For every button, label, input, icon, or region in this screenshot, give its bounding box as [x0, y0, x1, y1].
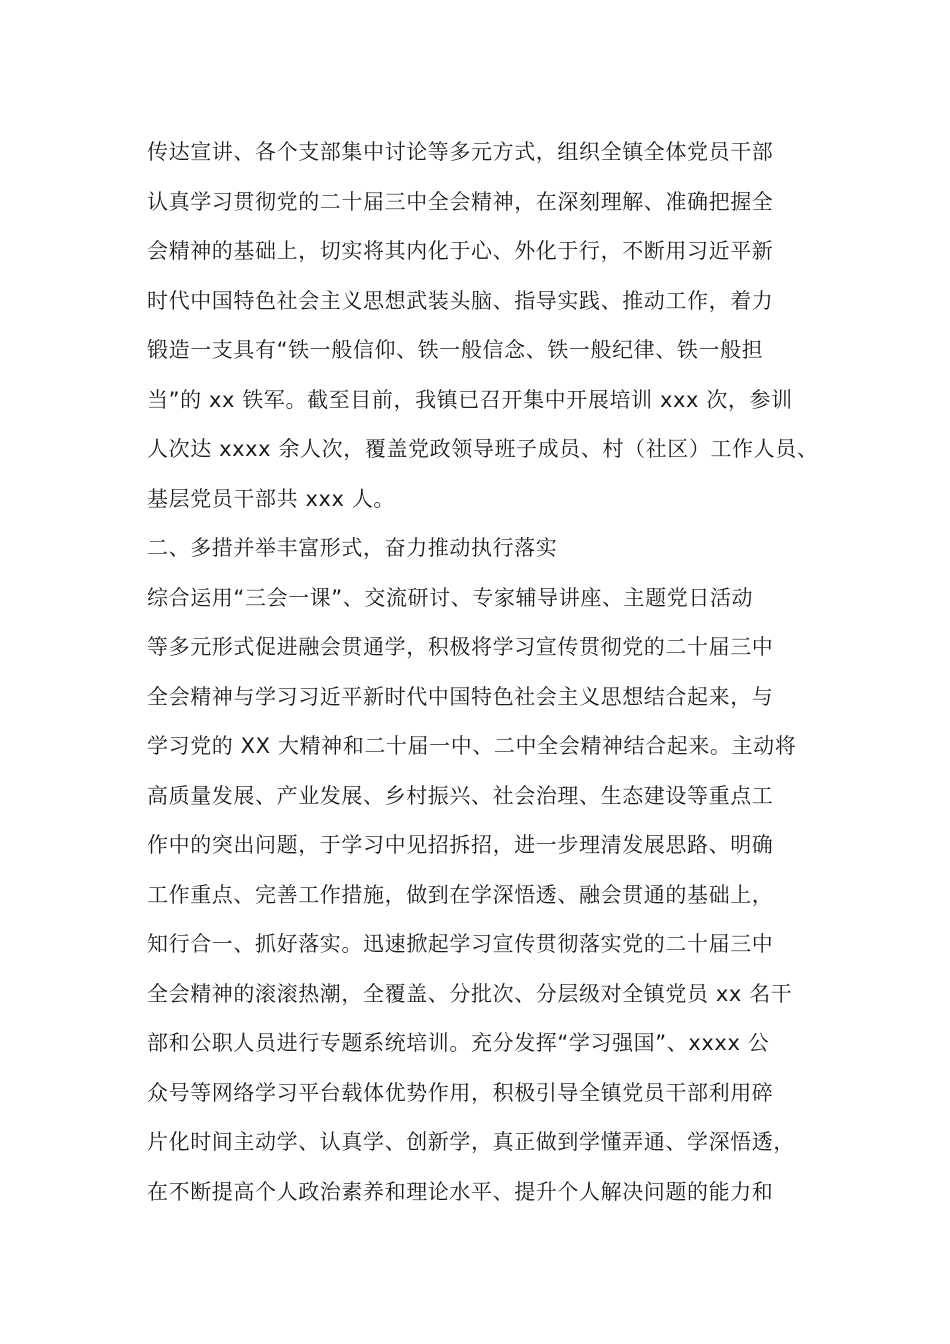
- text-line: 在不断提高个人政治素养和理论水平、提升个人解决问题的能力和: [147, 1179, 774, 1204]
- body-text: [147, 135, 827, 1224]
- text-line: 锻造一支具有“铁一般信仰、铁一般信念、铁一般纪律、铁一般担: [147, 338, 764, 362]
- text-line: 时代中国特色社会主义思想武装头脑、指导实践、推动工作，着力: [147, 288, 774, 313]
- text-line: 会精神的基础上，切实将其内化于心、外化于行，不断用习近平新: [147, 239, 774, 263]
- text-line: 学习党的 XX 大精神和二十届一中、二中全会精神结合起来。主动将: [147, 734, 797, 758]
- text-line: 部和公职人员进行专题系统培训。充分发挥“学习强国”、xxxx 公: [147, 1031, 770, 1055]
- text-line: 当”的 xx 铁军。截至目前，我镇已召开集中开展培训 xxx 次，参训: [147, 387, 793, 412]
- text-line: 全会精神的滚滚热潮，全覆盖、分批次、分层级对全镇党员 xx 名干: [147, 981, 793, 1006]
- text-line: 作中的突出问题，于学习中见招拆招，进一步理清发展思路、明确: [147, 833, 774, 857]
- text-line: 片化时间主动学、认真学、创新学，真正做到学懂弄通、学深悟透，: [147, 1130, 795, 1154]
- text-line: 人次达 xxxx 余人次，覆盖党政领导班子成员、村（社区）工作人员、: [147, 437, 819, 461]
- text-line: 传达宣讲、各个支部集中讨论等多元方式，组织全镇全体党员干部: [147, 140, 774, 164]
- text-line: 综合运用“三会一课”、交流研讨、专家辅导讲座、主题党日活动: [147, 585, 754, 610]
- section-heading: 二、多措并举丰富形式，奋力推动执行落实: [147, 536, 558, 560]
- text-line: 基层党员干部共 xxx 人。: [147, 486, 396, 511]
- text-line: 认真学习贯彻党的二十届三中全会精神，在深刻理解、准确把握全: [147, 189, 774, 214]
- text-line: 等多元形式促进融会贯通学，积极将学习宣传贯彻党的二十届三中: [147, 635, 774, 659]
- text-line: 众号等网络学习平台载体优势作用，积极引导全镇党员干部利用碎: [147, 1080, 774, 1105]
- text-line: 高质量发展、产业发展、乡村振兴、社会治理、生态建设等重点工: [147, 783, 774, 808]
- text-line: 全会精神与学习习近平新时代中国特色社会主义思想结合起来，与: [147, 684, 774, 709]
- text-line: 知行合一、抓好落实。迅速掀起学习宣传贯彻落实党的二十届三中: [147, 932, 774, 956]
- text-line: 工作重点、完善工作措施，做到在学深悟透、融会贯通的基础上，: [147, 882, 774, 907]
